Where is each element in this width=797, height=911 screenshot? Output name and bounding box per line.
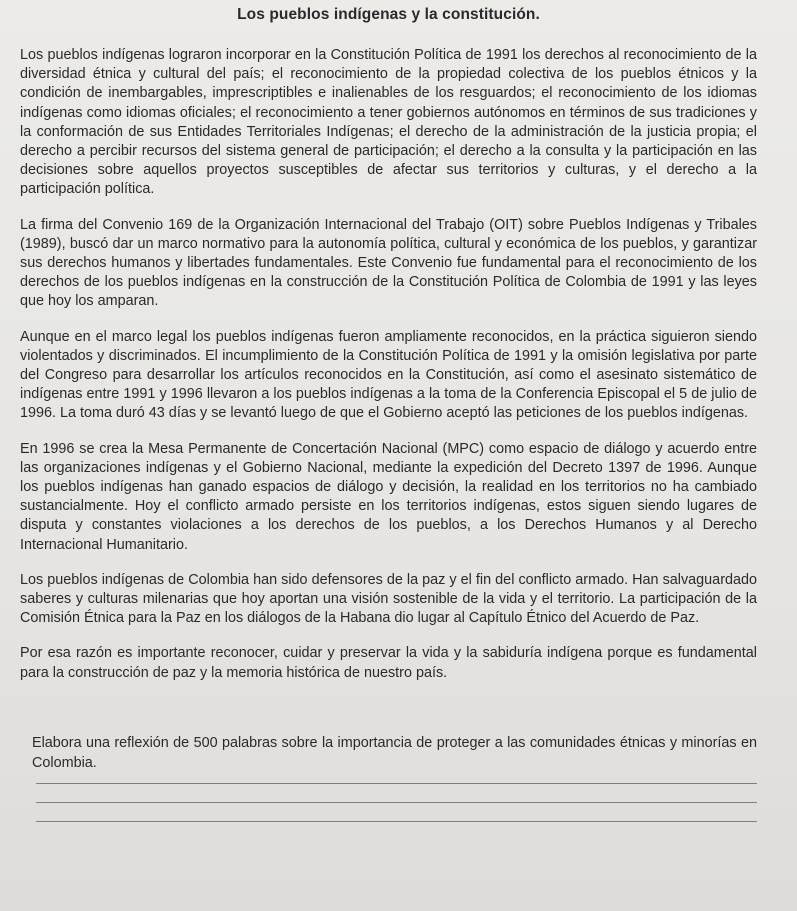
answer-line	[36, 802, 757, 803]
answer-line	[36, 821, 757, 822]
paragraph-2: La firma del Convenio 169 de la Organización Internacional del Trabajo (OIT) sobre Pueblos Indígenas y Tribales (1989), buscó dar un marco normativo para la autonomía política, cultural y económica de los pueblos, y garantizar sus derechos humanos y libertades fundamentales. Este Convenio fue fundamental para el reconocimiento de los derechos de los pueblos indígenas en la construcción de la Constitución Política de Colombia de 1991 y las leyes que hoy los amparan.	[20, 216, 757, 310]
paragraph-5: Los pueblos indígenas de Colombia han sido defensores de la paz y el fin del conflicto armado. Han salvaguardado saberes y culturas milenarias que hoy aportan una visión sostenible de la vida y el territorio. La participación de la Comisión Étnica para la Paz en los diálogos de la Habana dio lugar al Capítulo Étnico del Acuerdo de Paz.	[20, 571, 757, 627]
paragraph-1: Los pueblos indígenas lograron incorporar en la Constitución Política de 1991 los derechos al reconocimiento de la diversidad étnica y cultural del país; el reconocimiento de la propiedad colectiva de los pueblos étnicos y la condición de inembargables, imprescriptibles e inalienables de los resguardos; el reconocimiento de los idiomas indígenas como idiomas oficiales; el reconocimiento a tener gobiernos autónomos en términos de sus tradiciones y la conformación de sus Entidades Territoriales Indígenas; el derecho de la administración de la justicia propia; el derecho a percibir recursos del sistema general de participación; el derecho a la consulta y la participación en las decisiones sobre aquellos proyectos susceptibles de afectar sus territorios y culturas, y el derecho a la participación política.	[20, 47, 757, 198]
paragraph-4: En 1996 se crea la Mesa Permanente de Concertación Nacional (MPC) como espacio de diálogo y acuerdo entre las organizaciones indígenas y el Gobierno Nacional, mediante la expedición del Decreto 1397 de 1996. Aunque los pueblos indígenas han ganado espacios de diálogo y decisión, la realidad en los territorios no ha cambiado sustancialmente. Hoy el conflicto armado persiste en los territorios indígenas, estos siguen siendo lugares de disputa y constantes violaciones a los derechos de los pueblos, a los Derechos Humanos y al Derecho Internacional Humanitario.	[20, 440, 757, 553]
answer-line	[36, 783, 757, 784]
paragraph-3: Aunque en el marco legal los pueblos indígenas fueron ampliamente reconocidos, en la práctica siguieron siendo violentados y discriminados. El incumplimiento de la Constitución Política de 1991 y la omisión legislativa por parte del Congreso para desarrollar los artículos reconocidos en la Constitución, así como el asesinato sistemático de indígenas entre 1991 y 1996 llevaron a los pueblos indígenas a la toma de la Conferencia Episcopal el 5 de julio de 1996. La toma duró 43 días y se levantó luego de que el Gobierno aceptó las peticiones de los pueblos indígenas.	[20, 328, 757, 422]
assignment-prompt: Elabora una reflexión de 500 palabras sobre la importancia de proteger a las comunidades étnicas y minorías en Colombia.	[32, 734, 757, 771]
paragraph-6: Por esa razón es importante reconocer, cuidar y preservar la vida y la sabiduría indígena porque es fundamental para la construcción de paz y la memoria histórica de nuestro país.	[20, 645, 757, 681]
document-title: Los pueblos indígenas y la constitución.	[237, 6, 540, 23]
